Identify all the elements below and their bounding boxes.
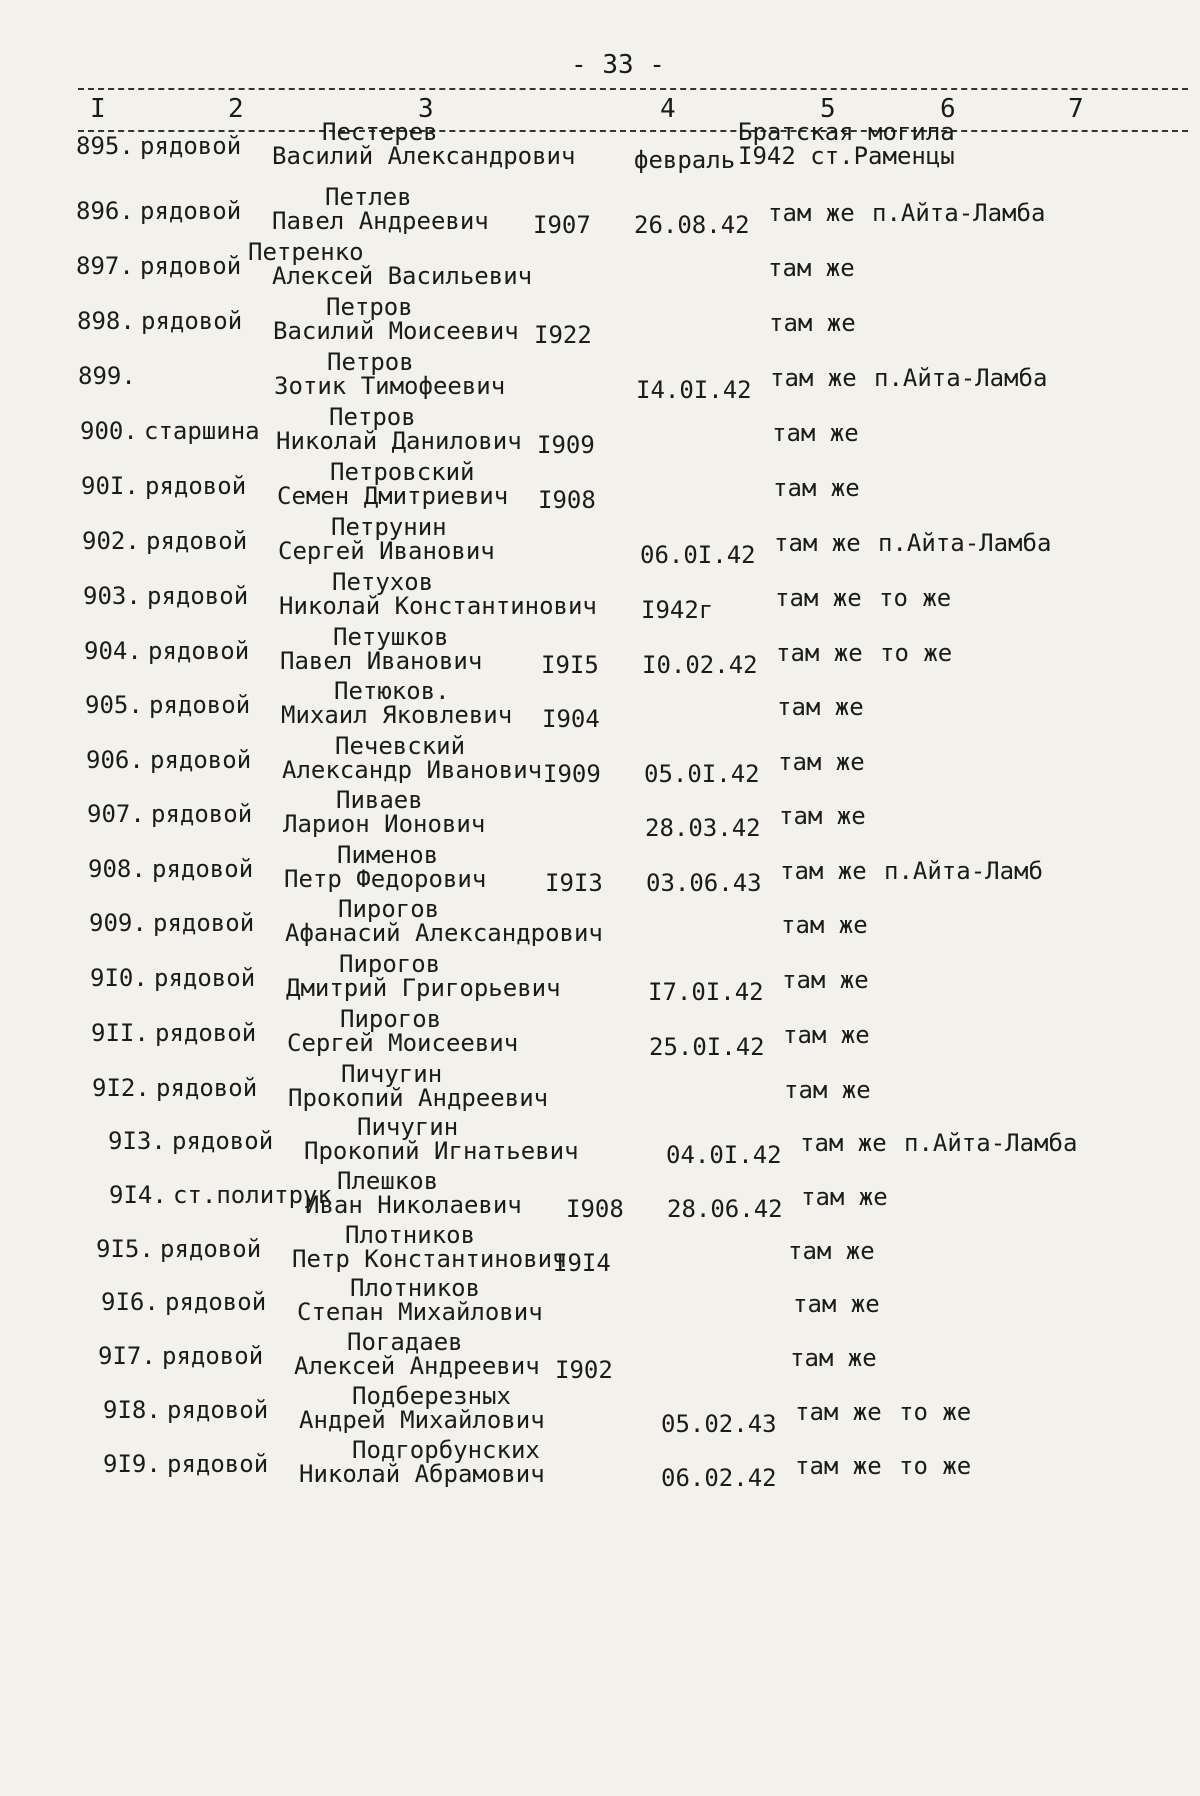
surname: Петрунин <box>331 513 447 541</box>
burial-place-line2: I942 ст.Раменцы <box>738 142 955 170</box>
entry-number: 907. <box>87 800 145 828</box>
surname: Пестерев <box>322 118 438 146</box>
rank: рядовой <box>150 746 252 774</box>
page-number: - 33 - <box>571 50 665 80</box>
rank: рядовой <box>141 307 243 335</box>
entry-number: 898. <box>77 307 135 335</box>
given-names: Сергей Иванович <box>278 537 495 565</box>
rank: рядовой <box>160 1235 262 1263</box>
given-names: Ларион Ионович <box>283 810 486 838</box>
entry-number: 9I2. <box>92 1074 150 1102</box>
burial-place: Братская могила <box>738 118 955 146</box>
surname: Пирогов <box>338 895 440 923</box>
entry-number: 9I9. <box>103 1450 161 1478</box>
column-number-7: 7 <box>1068 94 1084 124</box>
register-row <box>0 1167 1200 1225</box>
entry-number: 895. <box>76 132 134 160</box>
death-date: 26.08.42 <box>634 211 750 239</box>
surname: Пичугин <box>341 1060 443 1088</box>
burial-place: там же <box>800 1129 887 1157</box>
given-names: Афанасий Александрович <box>285 919 603 947</box>
rank: рядовой <box>151 800 253 828</box>
burial-place: там же <box>775 584 862 612</box>
death-date: I0.02.42 <box>642 651 758 679</box>
register-row <box>0 458 1200 516</box>
birth-year: I909 <box>537 431 595 459</box>
register-row <box>0 1221 1200 1279</box>
birth-year: I9I3 <box>545 869 603 897</box>
surname: Петровский <box>330 458 475 486</box>
given-names: Павел Андреевич <box>272 207 489 235</box>
entry-number: 908. <box>88 855 146 883</box>
given-names: Александр Иванович <box>282 756 543 784</box>
column-number-2: 2 <box>228 94 244 124</box>
register-row <box>0 1382 1200 1440</box>
birth-year: I9I4 <box>553 1249 611 1277</box>
surname: Подберезных <box>352 1382 511 1410</box>
burial-location: то же <box>899 1452 972 1480</box>
given-names: Алексей Андреевич <box>294 1352 540 1380</box>
rank: рядовой <box>149 691 251 719</box>
surname: Плотников <box>350 1274 481 1302</box>
surname: Петров <box>327 348 414 376</box>
surname: Пирогов <box>340 1005 442 1033</box>
surname: Плешков <box>337 1167 439 1195</box>
burial-place: там же <box>768 199 855 227</box>
register-row <box>0 568 1200 626</box>
burial-location: п.Айта-Ламба <box>904 1129 1078 1157</box>
burial-place: там же <box>795 1452 882 1480</box>
rank: рядовой <box>148 637 250 665</box>
burial-place: там же <box>769 309 856 337</box>
given-names: Петр Константинович <box>292 1245 567 1273</box>
death-date: 05.0I.42 <box>644 760 760 788</box>
entry-number: 9I6. <box>101 1288 159 1316</box>
surname: Петров <box>326 293 413 321</box>
rank: рядовой <box>172 1127 274 1155</box>
rank: рядовой <box>152 855 254 883</box>
entry-number: 904. <box>84 637 142 665</box>
surname: Петухов <box>332 568 434 596</box>
birth-year: I902 <box>555 1356 613 1384</box>
surname: Плотников <box>345 1221 476 1249</box>
rank: старшина <box>144 417 260 445</box>
rank: рядовой <box>162 1342 264 1370</box>
surname: Петренко <box>248 238 364 266</box>
rank: рядовой <box>140 252 242 280</box>
death-date: февраль <box>634 146 736 174</box>
surname: Пименов <box>337 841 439 869</box>
register-row <box>0 513 1200 571</box>
register-row <box>0 1005 1200 1063</box>
surname: Подгорбунских <box>352 1436 540 1464</box>
column-number-5: 5 <box>820 94 836 124</box>
rank: рядовой <box>153 909 255 937</box>
burial-location: п.Айта-Ламба <box>872 199 1046 227</box>
burial-place: там же <box>795 1398 882 1426</box>
death-date: I4.0I.42 <box>636 376 752 404</box>
entry-number: 903. <box>83 582 141 610</box>
burial-place: там же <box>801 1183 888 1211</box>
surname: Петюков. <box>334 677 450 705</box>
burial-location: то же <box>879 584 952 612</box>
death-date: 06.02.42 <box>661 1464 777 1492</box>
register-row <box>0 118 1200 176</box>
birth-year: I907 <box>533 211 591 239</box>
register-row <box>0 238 1200 296</box>
given-names: Зотик Тимофеевич <box>274 372 506 400</box>
death-date: 06.0I.42 <box>640 541 756 569</box>
burial-place: там же <box>777 693 864 721</box>
burial-place: там же <box>770 364 857 392</box>
burial-place: там же <box>779 802 866 830</box>
entry-number: 902. <box>82 527 140 555</box>
burial-place: там же <box>781 911 868 939</box>
register-row <box>0 1113 1200 1171</box>
burial-location: п.Айта-Ламба <box>874 364 1048 392</box>
burial-place: там же <box>776 639 863 667</box>
rank: рядовой <box>155 1019 257 1047</box>
given-names: Степан Михайлович <box>297 1298 543 1326</box>
entry-number: 9I8. <box>103 1396 161 1424</box>
death-date: I7.0I.42 <box>648 978 764 1006</box>
burial-location: то же <box>899 1398 972 1426</box>
register-row <box>0 677 1200 735</box>
register-row <box>0 1436 1200 1494</box>
rank: рядовой <box>140 132 242 160</box>
entry-number: 900. <box>80 417 138 445</box>
entry-number: 909. <box>89 909 147 937</box>
burial-place: там же <box>782 966 869 994</box>
birth-year: I908 <box>566 1195 624 1223</box>
rank: рядовой <box>145 472 247 500</box>
rank: рядовой <box>165 1288 267 1316</box>
death-date: 28.03.42 <box>645 814 761 842</box>
entry-number: 905. <box>85 691 143 719</box>
given-names: Семен Дмитриевич <box>277 482 509 510</box>
register-row <box>0 293 1200 351</box>
death-date: 28.06.42 <box>667 1195 783 1223</box>
given-names: Андрей Михайлович <box>299 1406 545 1434</box>
register-row <box>0 841 1200 899</box>
burial-place: там же <box>793 1290 880 1318</box>
entry-number: 897. <box>76 252 134 280</box>
rank: рядовой <box>167 1450 269 1478</box>
surname: Печевский <box>335 732 466 760</box>
burial-place: там же <box>784 1076 871 1104</box>
column-number-1: I <box>90 94 106 124</box>
register-row <box>0 895 1200 953</box>
burial-place: там же <box>773 474 860 502</box>
death-date: 04.0I.42 <box>666 1141 782 1169</box>
burial-location: то же <box>880 639 953 667</box>
entry-number: 9I7. <box>98 1342 156 1370</box>
birth-year: I908 <box>538 486 596 514</box>
rank: ст.политрук <box>173 1181 332 1209</box>
register-row <box>0 950 1200 1008</box>
burial-place: там же <box>783 1021 870 1049</box>
entry-number: 899. <box>78 362 136 390</box>
death-date: 25.0I.42 <box>649 1033 765 1061</box>
given-names: Алексей Васильевич <box>272 262 533 290</box>
register-row <box>0 623 1200 681</box>
entry-number: 9II. <box>91 1019 149 1047</box>
death-date: 03.06.43 <box>646 869 762 897</box>
given-names: Василий Александрович <box>272 142 576 170</box>
surname: Пиваев <box>336 786 423 814</box>
given-names: Прокопий Андреевич <box>288 1084 549 1112</box>
rank: рядовой <box>140 197 242 225</box>
given-names: Прокопий Игнатьевич <box>304 1137 579 1165</box>
entry-number: 906. <box>86 746 144 774</box>
column-number-4: 4 <box>660 94 676 124</box>
birth-year: I909 <box>543 760 601 788</box>
entry-number: 9I0. <box>90 964 148 992</box>
entry-number: 896. <box>76 197 134 225</box>
entry-number: 9I5. <box>96 1235 154 1263</box>
burial-location: п.Айта-Ламба <box>878 529 1052 557</box>
surname: Петров <box>329 403 416 431</box>
register-row <box>0 1060 1200 1118</box>
entry-number: 9I4. <box>109 1181 167 1209</box>
register-row <box>0 1328 1200 1386</box>
given-names: Николай Константинович <box>279 592 597 620</box>
burial-place: там же <box>788 1237 875 1265</box>
register-row <box>0 348 1200 406</box>
rank: рядовой <box>147 582 249 610</box>
given-names: Николай Абрамович <box>299 1460 545 1488</box>
birth-year: I922 <box>534 321 592 349</box>
rank: рядовой <box>167 1396 269 1424</box>
register-row <box>0 403 1200 461</box>
burial-place: там же <box>790 1344 877 1372</box>
rank: рядовой <box>146 527 248 555</box>
entry-number: 90I. <box>81 472 139 500</box>
birth-year: I9I5 <box>541 651 599 679</box>
surname: Погадаев <box>347 1328 463 1356</box>
entry-number: 9I3. <box>108 1127 166 1155</box>
column-number-6: 6 <box>940 94 956 124</box>
birth-year: I904 <box>542 705 600 733</box>
register-row <box>0 1274 1200 1332</box>
burial-place: там же <box>778 748 865 776</box>
burial-location: п.Айта-Ламб <box>884 857 1043 885</box>
given-names: Дмитрий Григорьевич <box>286 974 561 1002</box>
given-names: Николай Данилович <box>276 427 522 455</box>
register-row <box>0 183 1200 241</box>
surname: Пичугин <box>357 1113 459 1141</box>
burial-place: там же <box>772 419 859 447</box>
given-names: Сергей Моисеевич <box>287 1029 519 1057</box>
surname: Петушков <box>333 623 449 651</box>
burial-place: там же <box>780 857 867 885</box>
given-names: Иван Николаевич <box>305 1191 522 1219</box>
surname: Петлев <box>325 183 412 211</box>
rank: рядовой <box>154 964 256 992</box>
surname: Пирогов <box>339 950 441 978</box>
given-names: Павел Иванович <box>280 647 483 675</box>
register-row <box>0 786 1200 844</box>
register-row <box>0 732 1200 790</box>
burial-place: там же <box>768 254 855 282</box>
rank: рядовой <box>156 1074 258 1102</box>
burial-place: там же <box>774 529 861 557</box>
given-names: Василий Моисеевич <box>273 317 519 345</box>
given-names: Петр Федорович <box>284 865 487 893</box>
death-date: I942г <box>641 596 714 624</box>
column-number-3: 3 <box>418 94 434 124</box>
death-date: 05.02.43 <box>661 1410 777 1438</box>
given-names: Михаил Яковлевич <box>281 701 513 729</box>
